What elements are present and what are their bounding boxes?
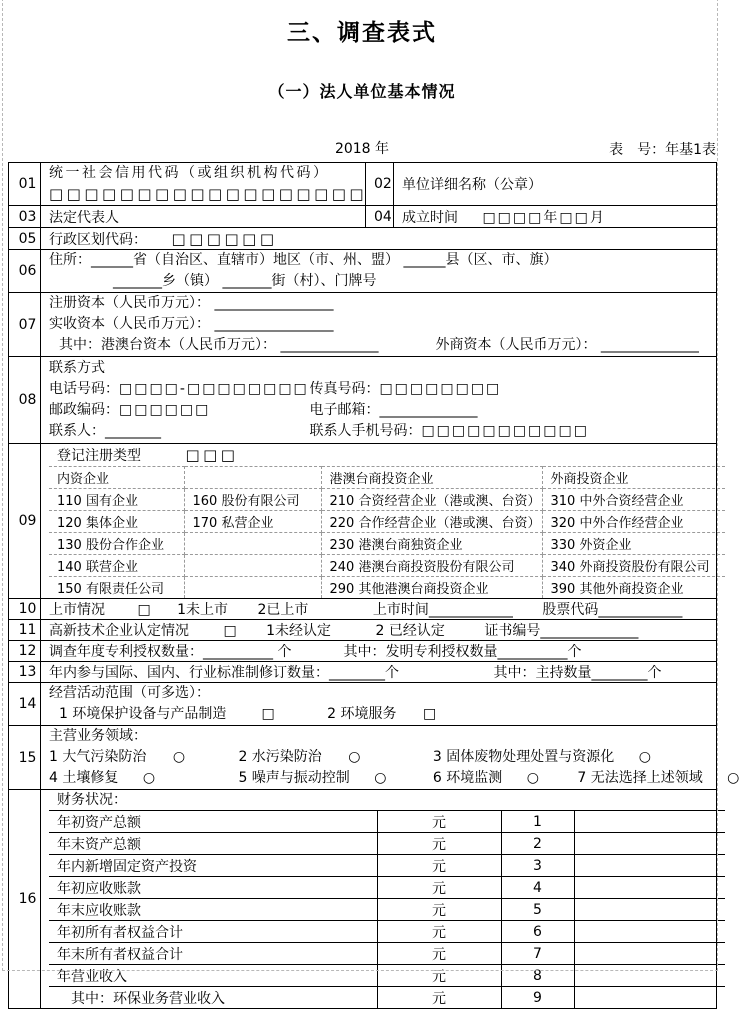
finance-unit-cell: 元 (377, 899, 501, 921)
form-row-14 (9, 683, 717, 726)
main-field-options-line1 (49, 747, 714, 768)
survey-form-table (8, 162, 739, 1009)
scope-option-manufacturing: 1 环境保护设备与产品制造 (59, 706, 227, 722)
mobile-boxes[interactable]: □□□□□□□□□□□ (421, 423, 589, 439)
field-option-circle[interactable]: ○ (638, 749, 651, 765)
form-row-13 (9, 662, 717, 683)
listing-status-label: 上市情况 (49, 602, 105, 618)
row-12-number: 12 (9, 641, 41, 662)
finance-value-cell[interactable] (574, 811, 725, 833)
listing-time-label: 上市时间 (372, 602, 429, 618)
fax-field (309, 381, 501, 397)
field-option-soil (49, 768, 234, 789)
finance-unit-cell: 元 (377, 811, 501, 833)
email-label: 电子邮箱： (309, 402, 380, 418)
field-option-none (577, 770, 739, 786)
finance-label-cell: 年初资产总额 (49, 811, 377, 833)
reg-type-cell: 150 有限责任公司 (49, 577, 184, 599)
mobile-label: 联系人手机号码： (309, 423, 422, 439)
finance-label-cell: 年营业收入 (49, 965, 377, 987)
finance-unit-cell: 元 (377, 965, 501, 987)
cert-number-blank[interactable]: ______________ (540, 623, 639, 639)
reg-type-cell: 210 合资经营企业（港或澳、台资） (321, 489, 542, 511)
listing-option-not-listed: 1未上市 (177, 602, 229, 618)
field-option-circle[interactable]: ○ (172, 749, 186, 765)
contact-person-label: 联系人： (49, 423, 105, 439)
row-02-number: 02 (366, 163, 394, 206)
row-05-number: 05 (9, 228, 41, 250)
address-cell (41, 250, 717, 293)
business-scope-cell (41, 683, 717, 726)
reg-type-cell: 170 私营企业 (184, 511, 321, 533)
finance-row (49, 965, 725, 987)
paidin-capital-line[interactable]: 实收资本（人民币万元）： _________________ (49, 316, 334, 332)
scope-manufacturing-box[interactable]: □ (261, 706, 275, 722)
reg-type-cell: 内资企业 (49, 467, 184, 489)
scope-service-box[interactable]: □ (422, 706, 437, 722)
reg-type-cell (184, 577, 321, 599)
reg-grid-row (49, 533, 725, 555)
field-option-label: 7 无法选择上述领域 (577, 770, 703, 786)
finance-value-cell[interactable] (574, 943, 725, 965)
finance-table (49, 810, 725, 1008)
hightech-box[interactable]: □ (223, 623, 237, 639)
row-08-number: 08 (9, 357, 41, 444)
reg-type-cell (184, 555, 321, 577)
region-code-boxes[interactable]: □□□□□□ (171, 229, 278, 248)
phone-boxes[interactable]: □□□□-□□□□□□□□ (119, 381, 309, 397)
stock-code-blank[interactable]: ____________ (598, 602, 683, 618)
field-option-circle[interactable]: ○ (526, 770, 539, 786)
reg-grid-row (49, 511, 725, 533)
finance-value-cell[interactable] (574, 833, 725, 855)
unit-name-label: 单位详细名称（公章） (394, 163, 717, 206)
form-row-08 (9, 357, 717, 444)
row-07-number: 07 (9, 293, 41, 357)
finance-code-cell: 9 (501, 987, 574, 1009)
row-15-number: 15 (9, 726, 41, 790)
reg-type-cell: 310 中外合资经营企业 (542, 489, 725, 511)
finance-row (49, 811, 725, 833)
zip-label: 邮政编码： (49, 402, 119, 418)
establish-time-label: 成立时间 (402, 209, 458, 226)
region-code-cell (41, 228, 717, 250)
form-row-11 (9, 620, 717, 641)
listing-status-box[interactable]: □ (137, 602, 151, 618)
finance-label-cell: 年内新增固定资产投资 (49, 855, 377, 877)
region-code-label: 行政区划代码： (49, 231, 147, 248)
cert-number-label: 证书编号 (484, 623, 541, 639)
foreign-capital-blank[interactable]: 外商资本（人民币万元）： ______________ (435, 337, 699, 353)
finance-label-cell: 年末应收账款 (49, 899, 377, 921)
phone-fax-line (49, 379, 714, 400)
main-field-cell (41, 726, 739, 790)
phone-field (49, 379, 309, 400)
field-option-circle[interactable]: ○ (348, 749, 361, 765)
reg-type-cell: 220 合作经营企业（港或澳、台资） (321, 511, 542, 533)
reg-type-cell (184, 467, 321, 489)
form-row-07 (9, 293, 717, 357)
capital-detail-line (59, 335, 714, 356)
finance-unit-cell: 元 (377, 833, 501, 855)
year-label: 2018 年 (334, 141, 390, 157)
table-meta (0, 138, 724, 160)
reg-type-cell: 290 其他港澳台商投资企业 (321, 577, 542, 599)
stock-code-label: 股票代码 (542, 602, 599, 618)
table-number-label: 表 号：年基1表 (609, 142, 716, 158)
reg-type-cell: 110 国有企业 (49, 489, 184, 511)
field-option-noise (238, 768, 428, 789)
contact-cell (41, 357, 717, 444)
finance-row (49, 921, 725, 943)
fax-boxes[interactable]: □□□□□□□□ (379, 381, 502, 397)
registration-type-boxes[interactable]: □□□ (185, 446, 239, 464)
row-06-number: 06 (9, 250, 41, 293)
zip-field (49, 400, 305, 421)
hmt-capital-blank[interactable]: 其中：港澳台资本（人民币万元）： ______________ (59, 337, 379, 353)
finance-value-cell[interactable] (574, 855, 725, 877)
address-line-2[interactable]: _______乡（镇） _______街（村）、门牌号 (113, 273, 377, 289)
reg-type-cell: 120 集体企业 (49, 511, 184, 533)
credit-code-label: 统一社会信用代码（或组织机构代码） (49, 165, 330, 181)
registration-type-head (49, 444, 714, 466)
finance-unit-cell: 元 (377, 943, 501, 965)
reg-grid-row (49, 489, 725, 511)
listing-status-cell (41, 599, 717, 620)
row-14-number: 14 (9, 683, 41, 726)
phone-label: 电话号码： (49, 381, 119, 397)
hightech-option-yes: 2 已经认定 (375, 623, 445, 639)
finance-code-cell: 1 (501, 811, 574, 833)
finance-value-cell[interactable] (574, 899, 725, 921)
zip-email-line (49, 400, 714, 421)
finance-value-cell[interactable] (574, 987, 725, 1009)
reg-type-cell: 240 港澳台商投资股份有限公司 (321, 555, 542, 577)
row-10-number: 10 (9, 599, 41, 620)
field-option-circle[interactable]: ○ (727, 770, 739, 786)
field-option-air (49, 747, 234, 768)
form-row-12 (9, 641, 717, 662)
credit-code-boxes[interactable]: □□□□□□□□□□□□□□□□□□ (49, 185, 368, 203)
finance-label-cell: 年末所有者权益合计 (49, 943, 377, 965)
form-row-16 (9, 790, 717, 1009)
reg-type-cell (184, 533, 321, 555)
finance-code-cell: 4 (501, 877, 574, 899)
finance-row (49, 877, 725, 899)
contact-person-line (49, 421, 714, 442)
row-09-number: 09 (9, 444, 41, 599)
finance-row (49, 899, 725, 921)
capital-cell (41, 293, 717, 357)
listing-option-listed: 2已上市 (257, 602, 309, 618)
scope-option-service: 2 环境服务 (327, 706, 397, 722)
finance-cell (41, 790, 717, 1009)
reg-grid-row (49, 555, 725, 577)
registered-capital-line[interactable]: 注册资本（人民币万元）： _________________ (49, 295, 334, 311)
field-option-label: 3 固体废物处理处置与资源化 (432, 749, 615, 765)
finance-value-cell[interactable] (574, 965, 725, 987)
finance-unit-cell: 元 (377, 855, 501, 877)
reg-type-cell: 140 联营企业 (49, 555, 184, 577)
row-11-number: 11 (9, 620, 41, 641)
form-row-06 (9, 250, 717, 293)
form-row-05 (9, 228, 717, 250)
email-blank[interactable]: ______________ (379, 402, 478, 418)
field-option-label: 2 水污染防治 (238, 749, 322, 765)
finance-unit-cell: 元 (377, 921, 501, 943)
registration-type-grid (49, 466, 725, 598)
reg-type-cell: 390 其他外商投资企业 (542, 577, 725, 599)
fax-label: 传真号码： (309, 381, 380, 397)
finance-code-cell: 2 (501, 833, 574, 855)
main-field-title: 主营业务领域： (49, 728, 147, 744)
row-13-number: 13 (9, 662, 41, 683)
main-field-options-line2 (49, 768, 739, 789)
reg-grid-row (49, 467, 725, 489)
row-01-number: 01 (9, 163, 41, 206)
finance-value-cell[interactable] (574, 877, 725, 899)
hightech-cell (41, 620, 717, 641)
establish-time-boxes[interactable]: □□□□年□□月 (482, 209, 606, 226)
field-option-solid-waste (433, 749, 651, 765)
finance-code-cell: 7 (501, 943, 574, 965)
registration-type-label: 登记注册类型 (57, 448, 141, 464)
contact-person-blank[interactable]: ________ (105, 423, 161, 439)
finance-title: 财务状况： (57, 792, 127, 808)
hightech-label: 高新技术企业认定情况 (49, 623, 189, 639)
reg-type-cell: 330 外资企业 (542, 533, 725, 555)
field-option-circle[interactable]: ○ (374, 770, 387, 786)
section-title: （一）法人单位基本情况 (268, 82, 456, 101)
business-scope-title: 经营活动范围（可多选）： (49, 685, 210, 701)
patent-cell (41, 641, 717, 662)
form-row-15 (9, 726, 717, 790)
form-row-10 (9, 599, 717, 620)
finance-value-cell[interactable] (574, 921, 725, 943)
field-option-circle[interactable]: ○ (142, 770, 156, 786)
contact-person-field (49, 421, 305, 442)
finance-unit-cell: 元 (377, 877, 501, 899)
standards-lead-blank[interactable]: 其中：主持数量________个 (493, 665, 662, 681)
reg-type-cell: 320 中外合作经营企业 (542, 511, 725, 533)
finance-code-cell: 3 (501, 855, 574, 877)
form-row-01-02 (9, 163, 717, 206)
address-line-1[interactable]: 住所：______省（自治区、直辖市）地区（市、州、盟） ______县（区、市、旗） (49, 252, 558, 268)
finance-row (49, 943, 725, 965)
row-03-number: 03 (9, 206, 41, 228)
form-row-03-04 (9, 206, 717, 228)
zip-boxes[interactable]: □□□□□□ (119, 402, 211, 418)
contact-title: 联系方式 (49, 360, 105, 376)
legal-representative-label[interactable]: 法定代表人 (41, 206, 366, 228)
field-option-water (238, 747, 428, 768)
reg-grid-row (49, 577, 725, 599)
row-16-number: 16 (9, 790, 41, 1009)
finance-label-cell: 年末资产总额 (49, 833, 377, 855)
finance-code-cell: 6 (501, 921, 574, 943)
finance-row (49, 833, 725, 855)
hightech-option-no: 1未经认定 (266, 623, 332, 639)
finance-label-cell: 年初应收账款 (49, 877, 377, 899)
reg-type-cell: 340 外商投资股份有限公司 (542, 555, 725, 577)
listing-time-blank[interactable]: ____________ (428, 602, 513, 618)
field-option-monitoring (433, 768, 573, 789)
finance-code-cell: 5 (501, 899, 574, 921)
standards-count-blank[interactable]: 年内参与国际、国内、行业标准制修订数量：________个 (49, 665, 399, 681)
reg-type-cell: 外商投资企业 (542, 467, 725, 489)
registration-type-cell (41, 444, 717, 599)
field-option-label: 5 噪声与振动控制 (238, 770, 350, 786)
finance-code-cell: 8 (501, 965, 574, 987)
credit-code-cell (41, 163, 366, 206)
standards-cell (41, 662, 717, 683)
reg-type-cell: 港澳台商投资企业 (321, 467, 542, 489)
field-option-label: 6 环境监测 (432, 770, 503, 786)
establish-time-cell (394, 206, 717, 228)
business-scope-options (59, 704, 714, 725)
patent-count-blank[interactable]: 调查年度专利授权数量：__________ 个 (49, 644, 292, 660)
finance-row (49, 987, 725, 1009)
finance-row (49, 855, 725, 877)
mobile-field (309, 423, 589, 439)
reg-type-cell: 160 股份有限公司 (184, 489, 321, 511)
reg-type-cell: 230 港澳台商独资企业 (321, 533, 542, 555)
page-title: 三、调查表式 (287, 20, 437, 46)
finance-label-cell: 年初所有者权益合计 (49, 921, 377, 943)
field-option-label: 4 土壤修复 (49, 770, 119, 786)
field-option-label: 1 大气污染防治 (49, 749, 147, 765)
email-field (309, 402, 477, 418)
invention-patent-blank[interactable]: 其中：发明专利授权数量__________个 (343, 644, 582, 660)
reg-type-cell: 130 股份合作企业 (49, 533, 184, 555)
finance-label-cell: 其中：环保业务营业收入 (49, 987, 377, 1009)
row-04-number: 04 (366, 206, 394, 228)
finance-unit-cell: 元 (377, 987, 501, 1009)
form-row-09 (9, 444, 717, 599)
